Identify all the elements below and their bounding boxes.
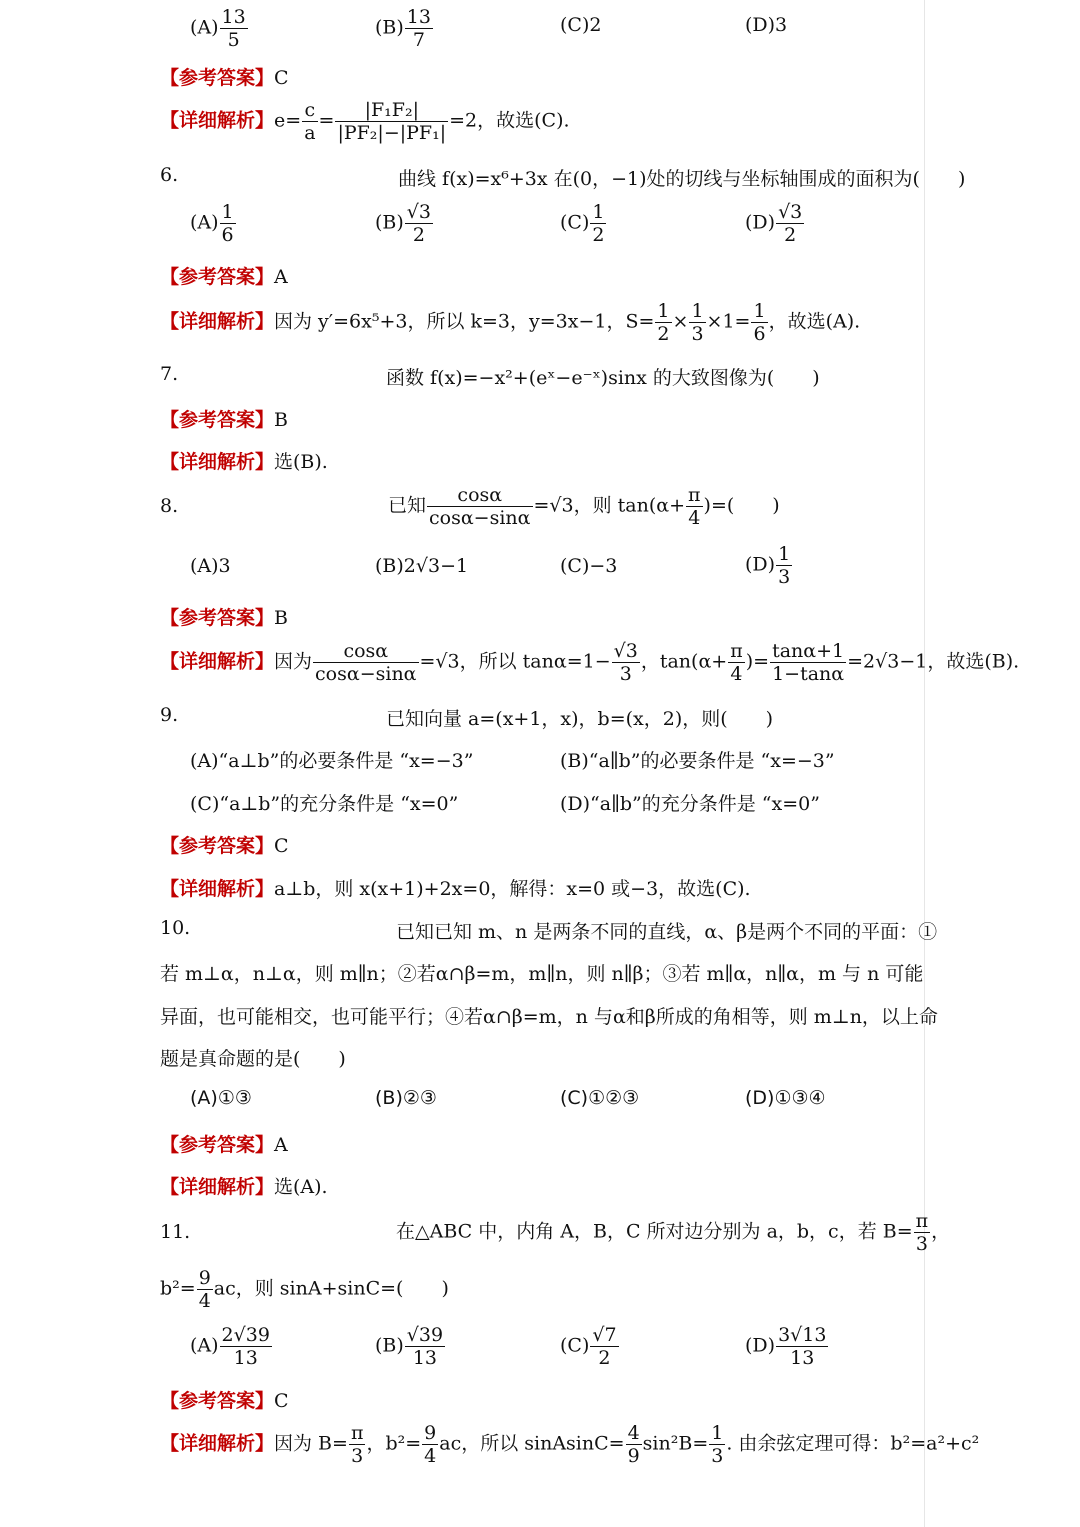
q9-option-a: (A)“a⊥b”的必要条件是 “x=−3” xyxy=(190,750,474,772)
q11-option-b: (B) $\frac{√39}{13}$ xyxy=(375,1324,444,1369)
q10-option-c: (C)①②③ xyxy=(560,1087,640,1109)
q9-option-c: (C)“a⊥b”的充分条件是 “x=0” xyxy=(190,793,459,815)
q5-answer: 【参考答案】C xyxy=(160,67,289,89)
q9-analysis: 【详细解析】a⊥b，则 x(x+1)+2x=0，解得：x=0 或−3，故选(C). xyxy=(160,878,751,900)
q9-number: 9. xyxy=(160,704,179,726)
q9-answer: 【参考答案】C xyxy=(160,835,289,857)
q11-number: 11. xyxy=(160,1221,191,1243)
q8-answer: 【参考答案】B xyxy=(160,607,288,629)
q5-analysis: 【详细解析】e= $\frac{c}{a}$ = $\frac{\text{|F₁F₂|}}{\text{|PF₂|−|PF₁|}}$ =2，故选(C). xyxy=(160,99,570,144)
q8-option-b: (B)2√3−1 xyxy=(375,555,469,577)
q10-stem-line-4: 题是真命题的是( ) xyxy=(160,1048,346,1070)
q5-option-b: (B) $\frac{13}{7}$ xyxy=(375,6,431,51)
q8-analysis: 【详细解析】因为 $\frac{\cos\alpha}{\cos\alpha-\sin\alpha}$ =√3，所以 tanα=1− $\frac{√3}{3}$ ，tan(α+ $\frac{\pi}{4}$ )= $\frac{\tan\alpha+1}{1-\tan\alpha}$ =2√3−1，故选(B). xyxy=(160,640,1020,685)
q6-option-a: (A) $\frac{1}{6}$ xyxy=(190,201,234,246)
q9-option-d: (D)“a∥b”的充分条件是 “x=0” xyxy=(560,793,820,815)
page-margin-line xyxy=(924,0,925,1527)
q6-number: 6. xyxy=(160,164,179,186)
q6-option-c: (C) $\frac{1}{2}$ xyxy=(560,201,605,246)
q7-analysis: 【详细解析】选(B). xyxy=(160,451,328,473)
q7-answer: 【参考答案】B xyxy=(160,409,288,431)
q10-option-d: (D)①③④ xyxy=(745,1087,826,1109)
answer-label: 【参考答案】 xyxy=(160,67,275,89)
q10-option-a: (A)①③ xyxy=(190,1087,252,1109)
q9-option-b: (B)“a∥b”的必要条件是 “x=−3” xyxy=(560,750,835,772)
q7-number: 7. xyxy=(160,363,179,385)
q11-stem-line-2: b²= $\frac{9}{4}$ ac，则 sinA+sinC=( ) xyxy=(160,1267,449,1312)
analysis-label: 【详细解析】 xyxy=(160,109,275,132)
q7-stem: 函数 f(x)=−x²+(eˣ−e⁻ˣ)sinx 的大致图像为( ) xyxy=(386,367,820,389)
q8-option-c: (C)−3 xyxy=(560,555,618,577)
q5-option-c: (C)2 xyxy=(560,14,602,36)
q11-option-d: (D) $\frac{3√13}{13}$ xyxy=(745,1324,827,1369)
q8-option-d: (D) $\frac{1}{3}$ xyxy=(745,543,791,588)
q6-analysis: 【详细解析】因为 y′=6x⁵+3，所以 k=3，y=3x−1，S= $\frac{1}{2}$ × $\frac{1}{3}$ ×1= $\frac{1}{6}$ ，故选(A). xyxy=(160,300,861,345)
q9-stem: 已知向量 a=(x+1，x)，b=(x，2)，则( ) xyxy=(386,708,774,730)
q11-option-a: (A) $\frac{2√39}{13}$ xyxy=(190,1324,270,1369)
q11-stem-line-1: 在△ABC 中，内角 A，B，C 所对边分别为 a，b，c，若 B= $\frac{\pi}{3}$ ， xyxy=(396,1210,951,1255)
q6-stem: 曲线 f(x)=x⁶+3x 在(0，−1)处的切线与坐标轴围成的面积为( ) xyxy=(398,168,966,190)
q11-analysis: 【详细解析】因为 B= $\frac{\pi}{3}$ ，b²= $\frac{9}{4}$ ac，所以 sinAsinC= $\frac{4}{9}$ sin²B= $\frac{1}{3}$ . 由余弦定理可得：b²=a²+c² xyxy=(160,1422,980,1467)
q8-stem: 已知 $\frac{\cos\alpha}{\cos\alpha-\sin\alpha}$ =√3，则 tan(α+ $\frac{\pi}{4}$ )=( ) xyxy=(388,484,780,529)
q6-option-b: (B) $\frac{√3}{2}$ xyxy=(375,201,431,246)
q10-number: 10. xyxy=(160,917,191,939)
q11-answer: 【参考答案】C xyxy=(160,1390,289,1412)
q8-option-a: (A)3 xyxy=(190,555,231,577)
q6-answer: 【参考答案】A xyxy=(160,266,288,288)
q10-analysis: 【详细解析】选(A). xyxy=(160,1176,328,1198)
q10-stem-line-2: 若 m⊥α，n⊥α，则 m∥n；②若α∩β=m，m∥n，则 n∥β；③若 m∥α，n∥α，m 与 n 可能 xyxy=(160,963,924,985)
q5-option-a: (A) $\frac{13}{5}$ xyxy=(190,6,246,51)
q8-number: 8. xyxy=(160,495,179,517)
q10-option-b: (B)②③ xyxy=(375,1087,437,1109)
q11-option-c: (C) $\frac{√7}{2}$ xyxy=(560,1324,617,1369)
q10-stem-line-3: 异面，也可能相交，也可能平行；④若α∩β=m，n 与α和β所成的角相等，则 m⊥n，以上命 xyxy=(160,1006,938,1028)
q5-option-d: (D)3 xyxy=(745,14,788,36)
q10-stem-line-1: 已知已知 m、n 是两条不同的直线，α、β是两个不同的平面：① xyxy=(396,921,938,943)
q10-answer: 【参考答案】A xyxy=(160,1134,288,1156)
q6-option-d: (D) $\frac{√3}{2}$ xyxy=(745,201,803,246)
